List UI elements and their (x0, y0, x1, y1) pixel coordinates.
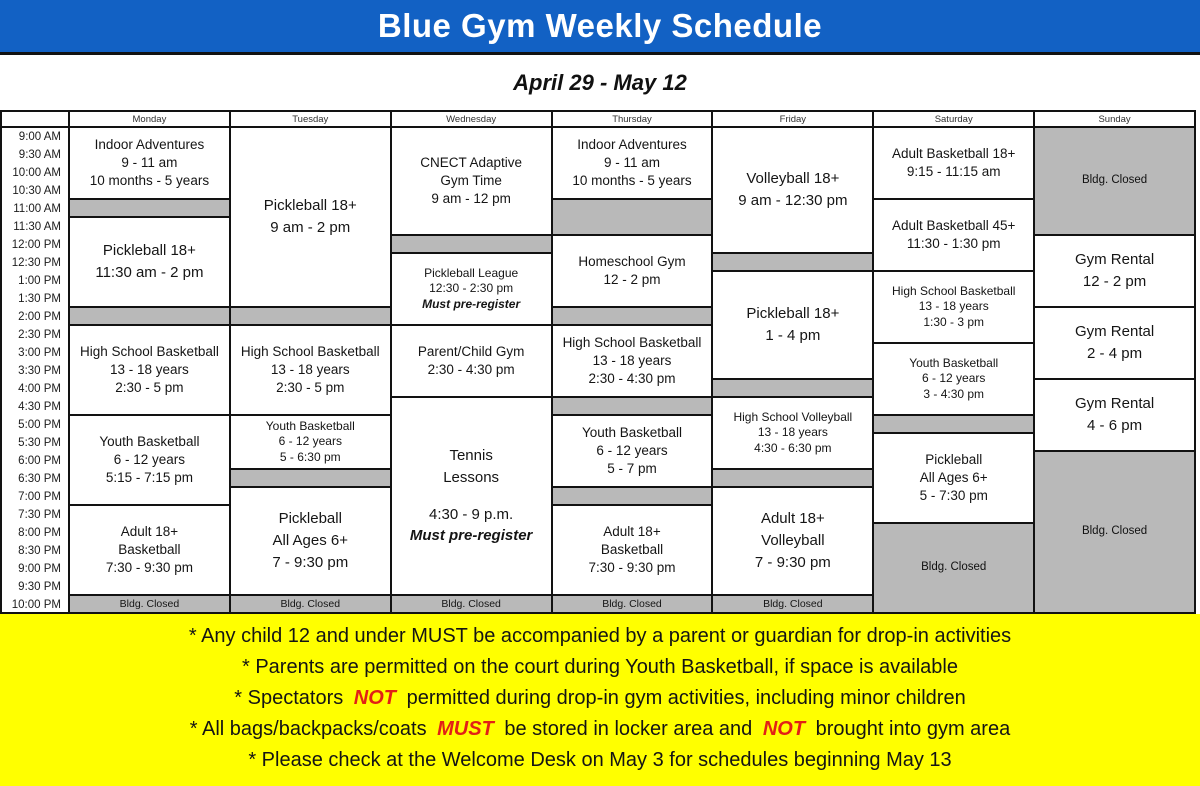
schedule-block-line: 4 - 6 pm (1087, 417, 1143, 434)
schedule-block-youth-basketball (874, 344, 1033, 414)
time-label: 2:00 PM (18, 311, 61, 323)
note-text: * Please check at the Welcome Desk on May 3 for schedules beginning May 13 (248, 749, 952, 771)
note-text: * Parents are permitted on the court during Youth Basketball, if space is available (242, 656, 958, 678)
schedule-block-line: 11:30 - 1:30 pm (906, 236, 1001, 251)
schedule-block-line: 9 am - 12 pm (431, 190, 511, 206)
schedule-block-pickleball-league (392, 254, 551, 324)
schedule-block-line: High School Basketball (240, 344, 380, 360)
schedule-block-line: 4:30 - 6:30 pm (754, 440, 832, 455)
schedule-block-line: All Ages 6+ (272, 532, 348, 550)
schedule-block-youth-basketball (231, 416, 390, 468)
schedule-block-high-school-basketball (70, 326, 229, 414)
note-text: * Spectators (234, 687, 349, 709)
schedule-block-line: 2 - 4 pm (1087, 345, 1143, 362)
schedule-block-line: 6 - 12 years (596, 443, 668, 459)
time-label: 10:00 AM (12, 167, 61, 179)
schedule-block-tennis (392, 398, 551, 594)
closed-band (70, 596, 229, 612)
schedule-block-line: 6 - 12 years (278, 434, 342, 449)
schedule-block-line: Tennis (449, 447, 493, 464)
time-label: 8:00 PM (18, 527, 61, 539)
schedule-block-line: 3 - 4:30 pm (923, 386, 985, 401)
time-label: 11:30 AM (13, 221, 61, 233)
schedule-block-line: 9 am - 2 pm (270, 219, 351, 236)
schedule-block-line: Volleyball 18+ (746, 170, 840, 188)
schedule-block-line: Basketball (600, 542, 664, 558)
time-label: 10:00 PM (11, 599, 61, 611)
schedule-block-line: 9 - 11 am (603, 155, 660, 171)
time-label: 6:30 PM (18, 473, 61, 485)
note-emphasis: NOT (353, 687, 397, 709)
schedule-block-line: 5 - 6:30 pm (279, 449, 341, 464)
time-label: 9:30 AM (18, 149, 61, 161)
time-label: 5:00 PM (18, 419, 61, 431)
closed-gap (713, 470, 872, 486)
footer-notes (0, 614, 1200, 786)
time-label: 12:00 PM (11, 239, 61, 251)
schedule-block-high-school-basketball (231, 326, 390, 414)
schedule-block-youth-basketball (553, 416, 712, 486)
schedule-block-line: High School Basketball (562, 335, 702, 351)
schedule-block-youth-basketball (70, 416, 229, 504)
schedule-block-line: Bldg. Closed (1081, 174, 1148, 187)
time-label: 9:30 PM (18, 581, 61, 593)
note-line (0, 745, 1200, 776)
closed-band (392, 596, 551, 612)
day-header-saturday: Saturday (874, 112, 1033, 126)
day-header-tuesday: Tuesday (231, 112, 390, 126)
schedule-block-indoor-adventures (70, 128, 229, 198)
schedule-block-line: Pickleball 18+ (746, 305, 840, 323)
date-range-band (0, 55, 1200, 110)
schedule-block-line: Bldg. Closed (1081, 525, 1148, 538)
schedule-block-line: 2:30 - 4:30 pm (588, 370, 676, 386)
schedule-block-pickleball (874, 434, 1033, 522)
schedule-block-line: Bldg. Closed (763, 597, 823, 610)
closed-block (1035, 128, 1194, 234)
note-text: be stored in locker area and (498, 718, 758, 740)
schedule-block-line: 6 - 12 years (922, 371, 986, 386)
time-label: 8:30 PM (18, 545, 61, 557)
note-text: brought into gym area (810, 718, 1011, 740)
note-line (0, 621, 1200, 652)
schedule-block-homeschool-gym (553, 236, 712, 306)
schedule-block-indoor-adventures (553, 128, 712, 198)
time-label: 9:00 AM (18, 131, 61, 143)
schedule-block-line: Adult Basketball 45+ (891, 218, 1016, 234)
schedule-block-line: Bldg. Closed (441, 597, 501, 610)
note-emphasis: MUST (437, 718, 494, 740)
schedule-block-line: Pickleball 18+ (102, 242, 196, 260)
schedule-block-pickleball (231, 488, 390, 594)
schedule-block-high-school-basketball (874, 272, 1033, 342)
note-line (0, 714, 1200, 745)
schedule-block-line: Must pre-register (422, 296, 521, 311)
schedule-block-adult-basketball-45 (874, 200, 1033, 270)
schedule-block-line: 4:30 - 9 p.m. (429, 505, 514, 523)
schedule-block-line: 12 - 2 pm (603, 272, 661, 287)
time-label: 6:00 PM (18, 455, 61, 467)
note-text: permitted during drop-in gym activities, including minor children (401, 687, 966, 709)
closed-gap (70, 200, 229, 216)
schedule-block-line: 12 - 2 pm (1082, 273, 1147, 290)
schedule-block-gym-rental (1035, 380, 1194, 450)
schedule-block-line: 9 am - 12:30 pm (738, 192, 848, 209)
schedule-block-line: 13 - 18 years (270, 362, 350, 378)
schedule-block-line: Indoor Adventures (94, 137, 205, 153)
schedule-block-adult-basketball-18 (874, 128, 1033, 198)
closed-gap (874, 416, 1033, 432)
closed-band (231, 596, 390, 612)
schedule-block-line: High School Basketball (892, 283, 1016, 298)
schedule-block-parent-child-gym (392, 326, 551, 396)
closed-block (874, 524, 1033, 612)
schedule-block-line: 13 - 18 years (757, 425, 828, 440)
note-line (0, 683, 1200, 714)
schedule-block-line: Pickleball (278, 510, 342, 528)
closed-gap (553, 398, 712, 414)
day-header-friday: Friday (713, 112, 872, 126)
schedule-block-adult-18 (553, 506, 712, 594)
closed-gap (553, 308, 712, 324)
schedule-block-pickleball-18 (231, 128, 390, 306)
closed-gap (231, 470, 390, 486)
schedule-block-line: 9:15 - 11:15 am (906, 164, 1001, 179)
time-label: 7:30 PM (18, 509, 61, 521)
schedule-block-line: Adult Basketball 18+ (891, 146, 1016, 162)
day-header-thursday: Thursday (553, 112, 712, 126)
schedule-grid (0, 110, 1196, 614)
note-emphasis: NOT (762, 718, 806, 740)
closed-gap (392, 236, 551, 252)
schedule-block-line: High School Basketball (80, 344, 219, 360)
schedule-block-line: 5 - 7:30 pm (919, 487, 988, 503)
schedule-block-line: 9 - 11 am (121, 155, 178, 171)
time-axis (2, 128, 68, 612)
note-text: * All bags/backpacks/coats (189, 718, 433, 740)
time-label: 5:30 PM (18, 437, 61, 449)
schedule-block-line: Adult 18+ (120, 524, 179, 540)
page-title: Blue Gym Weekly Schedule (377, 7, 823, 44)
time-label: 4:30 PM (18, 401, 61, 413)
day-header-monday: Monday (70, 112, 229, 126)
schedule-block-line: 12:30 - 2:30 pm (429, 281, 514, 296)
schedule-block-line: 7:30 - 9:30 pm (588, 559, 676, 575)
closed-gap (713, 254, 872, 270)
schedule-block-line: 5 - 7 pm (607, 460, 657, 476)
time-label: 1:30 PM (18, 293, 61, 305)
schedule-block-line: 10 months - 5 years (572, 172, 692, 188)
schedule-block-line: 13 - 18 years (592, 353, 672, 369)
schedule-block-line: 7:30 - 9:30 pm (105, 559, 193, 575)
closed-band (713, 596, 872, 612)
schedule-block-line: 7 - 9:30 pm (272, 553, 349, 571)
schedule-block-volleyball-18 (713, 128, 872, 252)
time-label: 11:00 AM (13, 203, 61, 215)
schedule-block-line: 1 - 4 pm (765, 327, 821, 344)
schedule-block-gym-rental (1035, 236, 1194, 306)
closed-gap (553, 200, 712, 234)
schedule-block-line: Pickleball League (424, 265, 519, 280)
schedule-block-pickleball-18 (70, 218, 229, 306)
schedule-block-line: Lessons (443, 468, 500, 486)
schedule-block-line: Gym Rental (1074, 323, 1155, 341)
schedule-block-line: CNECT Adaptive (420, 155, 523, 171)
closed-gap (231, 308, 390, 324)
time-label: 3:00 PM (18, 347, 61, 359)
schedule-block-line: 6 - 12 years (113, 452, 186, 468)
schedule-block-line: 13 - 18 years (110, 362, 189, 378)
schedule-block-line: Bldg. Closed (602, 597, 662, 610)
date-range: April 29 - May 12 (513, 69, 687, 95)
schedule-block-line: Gym Time (440, 173, 502, 189)
schedule-block-high-school-basketball (553, 326, 712, 396)
schedule-block-line: High School Volleyball (733, 409, 853, 424)
schedule-block-line: 2:30 - 5 pm (276, 379, 345, 395)
schedule-block-line: Bldg. Closed (119, 597, 180, 610)
time-label: 4:00 PM (18, 383, 61, 395)
schedule-block-pickleball-18 (713, 272, 872, 378)
schedule-block-line: Bldg. Closed (280, 597, 341, 610)
schedule-block-line: Must pre-register (409, 527, 533, 545)
schedule-block-line: Pickleball 18+ (263, 197, 357, 215)
closed-band (553, 596, 712, 612)
day-header-sunday: Sunday (1035, 112, 1194, 126)
closed-gap (70, 308, 229, 324)
schedule-block-line: Indoor Adventures (577, 137, 687, 153)
time-label: 3:30 PM (18, 365, 61, 377)
schedule-block-line: Gym Rental (1074, 251, 1155, 269)
closed-gap (713, 380, 872, 396)
schedule-block-line: 13 - 18 years (918, 299, 989, 314)
schedule-block-line: 2:30 - 5 pm (115, 379, 184, 395)
schedule-block-line: 11:30 am - 2 pm (95, 264, 204, 281)
schedule-block-line: Volleyball (761, 532, 825, 550)
note-line (0, 652, 1200, 683)
schedule-block-line: Pickleball (925, 452, 983, 468)
schedule-block-line: Gym Rental (1074, 395, 1155, 413)
closed-gap (553, 488, 712, 504)
day-header-wednesday: Wednesday (392, 112, 551, 126)
time-label: 7:00 PM (18, 491, 61, 503)
schedule-block-line: Youth Basketball (265, 418, 355, 433)
time-label: 2:30 PM (18, 329, 61, 341)
schedule-block-line: Homeschool Gym (578, 254, 686, 270)
schedule-block-line: 7 - 9:30 pm (754, 553, 831, 571)
schedule-block-line: 2:30 - 4:30 pm (427, 362, 515, 377)
schedule-block-high-school-volleyball (713, 398, 872, 468)
time-label: 1:00 PM (18, 275, 61, 287)
time-label: 9:00 PM (18, 563, 61, 575)
schedule-block-adult-18 (713, 488, 872, 594)
grid-corner-cell (2, 112, 68, 126)
schedule-block-gym-rental (1035, 308, 1194, 378)
schedule-block-line: 10 months - 5 years (89, 172, 210, 188)
schedule-block-line: Youth Basketball (909, 355, 999, 370)
time-label: 12:30 PM (11, 257, 61, 269)
schedule-block-line: Youth Basketball (581, 425, 683, 441)
schedule-block-line: 1:30 - 3 pm (923, 314, 985, 329)
schedule-block-line: All Ages 6+ (919, 470, 988, 486)
schedule-block-line: Bldg. Closed (921, 561, 987, 574)
note-text: * Any child 12 and under MUST be accompanied by a parent or guardian for drop-in activities (188, 625, 1012, 647)
schedule-block-line: Parent/Child Gym (417, 344, 525, 360)
closed-block (1035, 452, 1194, 612)
schedule-block-line: 5:15 - 7:15 pm (105, 469, 193, 485)
schedule-block-line: Adult 18+ (603, 524, 661, 540)
schedule-block-line: Adult 18+ (760, 510, 825, 528)
title-bar (0, 0, 1200, 55)
schedule-block-line: Youth Basketball (99, 434, 200, 450)
schedule-block-adult-18 (70, 506, 229, 594)
schedule-block-cnect-adaptive (392, 128, 551, 234)
schedule-block-line: Basketball (118, 542, 181, 558)
time-label: 10:30 AM (12, 185, 61, 197)
